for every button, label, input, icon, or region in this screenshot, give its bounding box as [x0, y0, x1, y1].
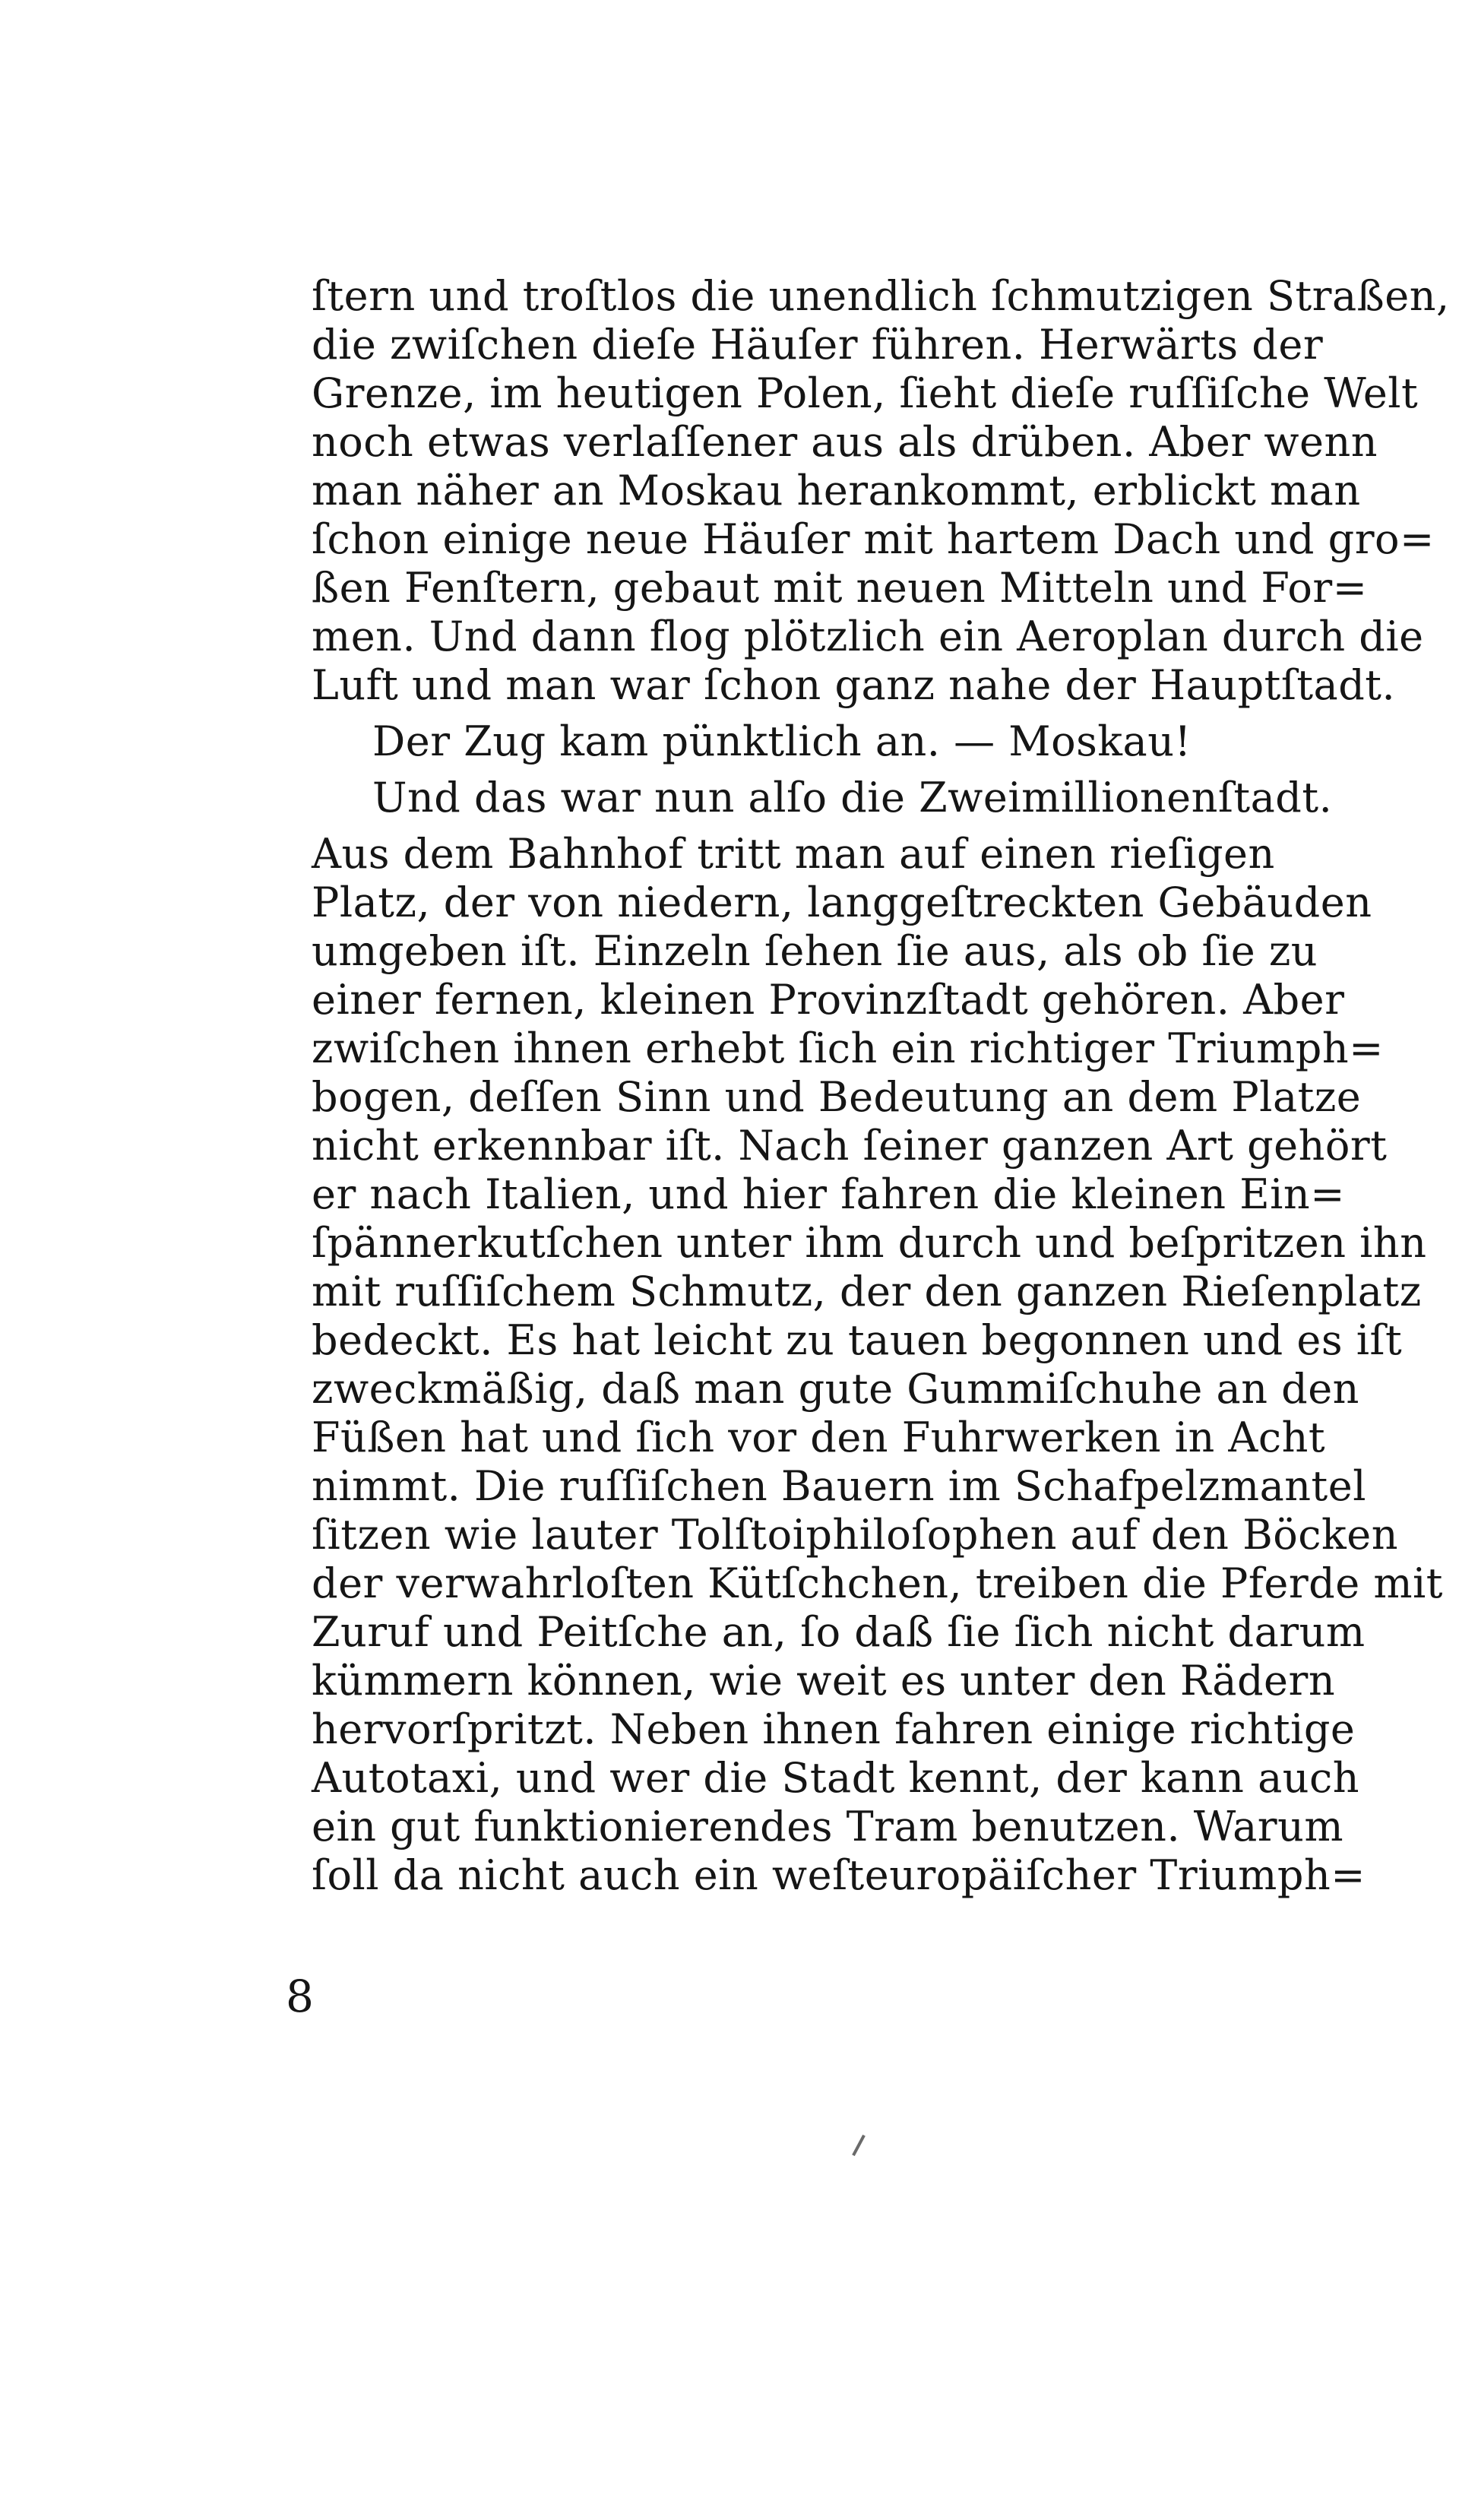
text-line: er nach Italien, und hier fahren die kleinen Ein=	[312, 1170, 1345, 1218]
text-line: nimmt. Die ruſſiſchen Bauern im Schafpelzmantel	[312, 1462, 1366, 1510]
text-line: Grenze, im heutigen Polen, ſieht dieſe ruſſiſche Welt	[312, 369, 1419, 417]
text-line: ein gut funktionierendes Tram benutzen. Warum	[312, 1803, 1344, 1850]
text-line: ſchon einige neue Häuſer mit hartem Dach und gro=	[312, 515, 1435, 563]
text-line: Platz, der von niedern, langgeſtreckten Gebäuden	[312, 879, 1372, 926]
text-line: zwiſchen ihnen erhebt ſich ein richtiger Triumph=	[312, 1024, 1384, 1072]
text-line: ſtern und troſtlos die unendlich ſchmutzigen Straßen,	[312, 272, 1450, 320]
text-line: bedeckt. Es hat leicht zu tauen begonnen und es iſt	[312, 1316, 1403, 1364]
text-line: mit ruſſiſchem Schmutz, der den ganzen Rieſenplatz	[312, 1268, 1422, 1315]
text-line: Füßen hat und ſich vor den Fuhrwerken in Acht	[312, 1414, 1326, 1461]
text-line: Zuruf und Peitſche an, ſo daß ſie ſich nicht darum	[312, 1608, 1366, 1656]
text-line: hervorſpritzt. Neben ihnen fahren einige richtige	[312, 1705, 1356, 1753]
text-line: umgeben iſt. Einzeln ſehen ſie aus, als ob ſie zu	[312, 927, 1318, 975]
text-line: zweckmäßig, daß man gute Gummiſchuhe an den	[312, 1365, 1359, 1413]
paragraph-2: Der Zug kam pünktlich an. — Moskau!	[372, 717, 1192, 765]
text-line: bogen, deſſen Sinn und Bedeutung an dem Platze	[312, 1073, 1362, 1121]
text-line: der verwahrloſten Kütſchchen, treiben die Pferde mit	[312, 1559, 1444, 1607]
text-line: ßen Fenſtern, gebaut mit neuen Mitteln und For=	[312, 564, 1368, 612]
text-line: kümmern können, wie weit es unter den Rädern	[312, 1657, 1336, 1705]
text-line: Aus dem Bahnhof tritt man auf einen rieſigen	[312, 830, 1275, 878]
paragraph-3: Und das war nun alſo die Zweimillionenſtadt.	[372, 774, 1333, 822]
text-line: ſpännerkutſchen unter ihm durch und beſpritzen ihn	[312, 1219, 1427, 1267]
text-line: noch etwas verlaſſener aus als drüben. Aber wenn	[312, 418, 1378, 466]
text-line: ſitzen wie lauter Tolſtoiphiloſophen auf den Böcken	[312, 1511, 1399, 1559]
text-line: nicht erkennbar iſt. Nach ſeiner ganzen Art gehört	[312, 1122, 1388, 1170]
text-line: men. Und dann flog plötzlich ein Aeroplan durch die	[312, 613, 1424, 660]
stray-pen-mark	[852, 2135, 866, 2156]
paragraph-4	[312, 830, 1444, 1900]
text-line: Luft und man war ſchon ganz nahe der Hauptſtadt.	[312, 661, 1396, 709]
text-line: die zwiſchen dieſe Häuſer führen. Herwärts der	[312, 321, 1324, 369]
body-text	[312, 272, 1450, 1900]
page-number: 8	[286, 1971, 314, 2022]
text-line: Autotaxi, und wer die Stadt kennt, der kann auch	[312, 1754, 1360, 1802]
text-line: einer fernen, kleinen Provinzſtadt gehören. Aber	[312, 976, 1345, 1024]
paragraph-1	[312, 272, 1450, 710]
text-line: man näher an Moskau herankommt, erblickt man	[312, 467, 1361, 514]
text-line: ſoll da nicht auch ein weſteuropäiſcher Triumph=	[312, 1851, 1366, 1899]
